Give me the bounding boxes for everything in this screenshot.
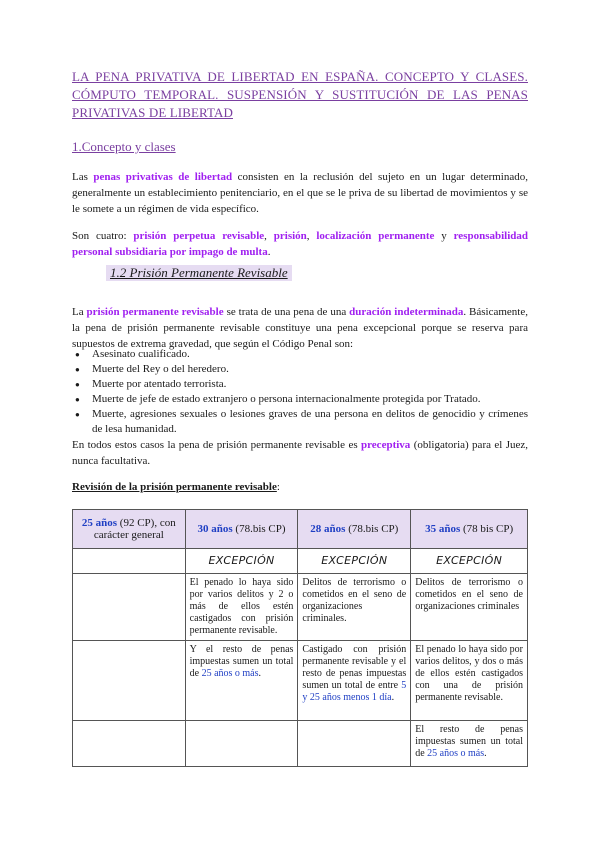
revision-label: Revisión de la prisión permanente revisable (72, 481, 277, 493)
article-label: (78.bis CP) (232, 523, 286, 535)
highlight-term: prisión perpetua revisable (133, 230, 265, 242)
revision-colon: : (276, 481, 280, 493)
revision-heading (72, 481, 280, 493)
table-header-row (73, 510, 528, 549)
empty-cell (185, 721, 298, 767)
text: se trata de una pena de una (223, 306, 350, 318)
table-cell (411, 721, 528, 767)
header-cell (411, 510, 528, 549)
table-cell: El penado lo haya sido por varios delitos y 2 o más de ellos estén castigados con prisión permanente revisable. (185, 574, 298, 641)
years-label: 30 años (197, 523, 233, 535)
empty-cell (73, 641, 186, 721)
text: . (484, 748, 487, 759)
years-label: 35 años (425, 523, 461, 535)
empty-cell (73, 574, 186, 641)
header-cell (185, 510, 298, 549)
cases-list (72, 347, 528, 437)
text: Y el resto de penas impuestas sumen un total de (189, 644, 294, 679)
header-cell (73, 510, 186, 549)
text: El resto de penas impuestas sumen un total de (415, 724, 523, 759)
text: . (258, 668, 262, 679)
separator: . (267, 246, 271, 258)
list-item: ● Muerte, agresiones sexuales o lesiones graves de una persona en delitos de genocidio y crímenes de lesa humanidad. (72, 407, 528, 437)
highlight-term: penas privativas de libertad (93, 171, 233, 183)
table-cell (298, 641, 411, 721)
highlight-years: 25 años o más (427, 748, 485, 759)
list-item: ● Muerte por atentado terrorista. (72, 377, 528, 392)
table-cell: El penado lo haya sido por varios delitos, y dos o más de ellos estén castigados con una de prisión permanente revisable. (411, 641, 528, 721)
exception-cell: EXCEPCIÓN (185, 549, 298, 574)
years-label: 25 años (81, 517, 118, 529)
years-label: 28 años (310, 523, 346, 535)
separator: y (434, 230, 454, 242)
exception-cell: EXCEPCIÓN (411, 549, 528, 574)
empty-cell (298, 721, 411, 767)
paragraph-definition (72, 169, 528, 217)
empty-cell (73, 721, 186, 767)
paragraph-ppr (72, 304, 528, 352)
article-label: (78 bis CP) (460, 523, 514, 535)
header-cell (298, 510, 411, 549)
text: . Básicamente, la pena de prisión permanente revisable constituye una pena excepcional porque se reserva para supuestos de extrema gravedad, que según el Código Penal son: (72, 306, 529, 350)
highlight-term: responsabilidad personal subsidiaria por impago de multa (72, 230, 528, 258)
highlight-term: prisión permanente revisable (86, 306, 224, 318)
article-label: (78.bis CP) (345, 523, 399, 535)
list-item: ● Asesinato cualificado. (72, 347, 528, 362)
table-row (73, 721, 528, 767)
table-row-exception (73, 549, 528, 574)
highlight-term: duración indeterminada (349, 306, 464, 318)
paragraph-types (72, 228, 528, 260)
separator: , (264, 230, 274, 242)
document-title: LA PENA PRIVATIVA DE LIBERTAD EN ESPAÑA. CONCEPTO Y CLASES. CÓMPUTO TEMPORAL. SUSPENSIÓN Y SUSTITUCIÓN DE LAS PENAS PRIVATIVAS DE LIBERTAD (72, 69, 528, 120)
highlight-term: prisión (273, 230, 307, 242)
highlight-years: 5 y 25 años menos 1 día (302, 680, 407, 703)
section-heading-ppr: 1.2 Prisión Permanente Revisable (106, 265, 292, 281)
table-cell (185, 641, 298, 721)
section-heading-concept: 1.Concepto y clases (72, 139, 176, 154)
text: Castigado con prisión permanente revisable y el resto de penas impuestas sumen un total de entre (302, 644, 407, 691)
table-row (73, 641, 528, 721)
highlight-years: 25 años o más (201, 668, 259, 679)
exception-cell: EXCEPCIÓN (298, 549, 411, 574)
article-label: (92 CP), con carácter general (93, 517, 176, 541)
text: La (72, 306, 87, 318)
separator: , (306, 230, 317, 242)
text: Las (72, 171, 94, 183)
text: Son cuatro: (72, 230, 134, 242)
highlight-term: preceptiva (361, 439, 411, 451)
paragraph-preceptive (72, 437, 528, 469)
table-cell: Delitos de terrorismo o cometidos en el seno de organizaciones criminales. (298, 574, 411, 641)
list-item: ● Muerte de jefe de estado extranjero o persona internacionalmente protegida por Tratado. (72, 392, 528, 407)
empty-cell (73, 549, 186, 574)
text: . (391, 692, 395, 703)
text: (obligatoria) para el Juez, nunca facultativa. (72, 439, 528, 467)
highlight-term: localización permanente (316, 230, 435, 242)
revision-table (72, 509, 528, 767)
list-item: ● Muerte del Rey o del heredero. (72, 362, 528, 377)
table-row (73, 574, 528, 641)
text: En todos estos casos la pena de prisión permanente revisable es (72, 439, 361, 451)
table-cell: Delitos de terrorismo o cometidos en el seno de organizaciones criminales (411, 574, 528, 641)
text: consisten en la reclusión del sujeto en un lugar determinado, generalmente un establecimiento penitenciario, en el que se le priva de su libertad de movimientos y se le somete a un régimen de vida específico. (72, 171, 528, 215)
